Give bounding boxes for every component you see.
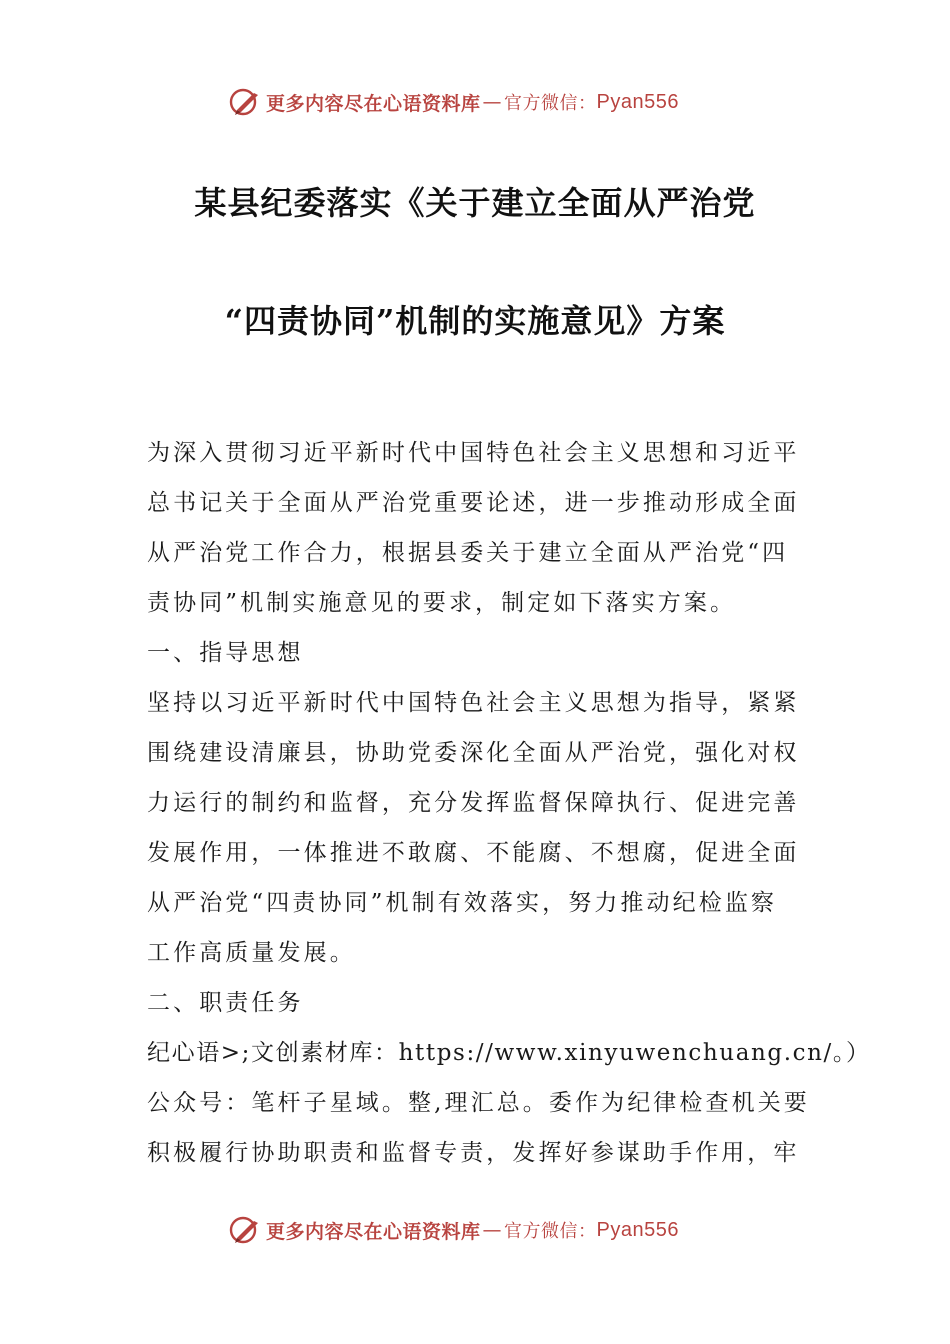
body-line: 坚持以习近平新时代中国特色社会主义思想为指导，紧紧 [147, 690, 800, 716]
body-line: 力运行的制约和监督，充分发挥监督保障执行、促进完善 [147, 790, 800, 816]
watermark-contact-label: 官方微信： [504, 93, 597, 114]
watermark-footer [228, 1212, 679, 1248]
watermark-dash: — [482, 1219, 503, 1241]
body-line: 从严治党“四责协同”机制有效落实，努力推动纪检监察 [147, 890, 778, 916]
body-line: 总书记关于全面从严治党重要论述，进一步推动形成全面 [147, 490, 800, 516]
watermark-text: 更多内容尽在心语资料库 [266, 92, 481, 115]
watermark-text: 更多内容尽在心语资料库 [266, 1220, 481, 1243]
body-line: 发展作用，一体推进不敢腐、不能腐、不想腐，促进全面 [147, 840, 800, 866]
pen-circle-icon [228, 85, 262, 119]
section-heading-duties: 二、职责任务 [147, 990, 304, 1016]
watermark-contact-id: Pyan556 [596, 90, 679, 113]
document-title-line-2: “四责协同”机制的实施意见》方案 [224, 302, 726, 340]
body-line: 责协同”机制实施意见的要求，制定如下落实方案。 [147, 590, 737, 616]
body-line: 从严治党工作合力，根据县委关于建立全面从严治党“四 [147, 540, 789, 566]
watermark-contact-id: Pyan556 [596, 1218, 679, 1241]
watermark-header [228, 84, 679, 120]
body-line: 工作高质量发展。 [147, 940, 356, 966]
body-line: 积极履行协助职责和监督专责，发挥好参谋助手作用，牢 [147, 1140, 800, 1166]
document-body [147, 428, 871, 1178]
watermark-dash: — [482, 91, 503, 113]
body-line: 为深入贯彻习近平新时代中国特色社会主义思想和习近平 [147, 440, 800, 466]
section-heading-guiding-thought: 一、指导思想 [147, 640, 304, 666]
body-line: 围绕建设清廉县，协助党委深化全面从严治党，强化对权 [147, 740, 800, 766]
body-line-url: 纪心语>;文创素材库：https://www.xinyuwenchuang.cn/。） [147, 1040, 871, 1066]
document-title-line-1: 某县纪委落实《关于建立全面从严治党 [194, 184, 756, 222]
body-line: 公众号：笔杆子星域。整,理汇总。委作为纪律检查机关要 [147, 1090, 810, 1116]
pen-circle-icon [228, 1213, 262, 1247]
watermark-contact-label: 官方微信： [504, 1221, 597, 1242]
